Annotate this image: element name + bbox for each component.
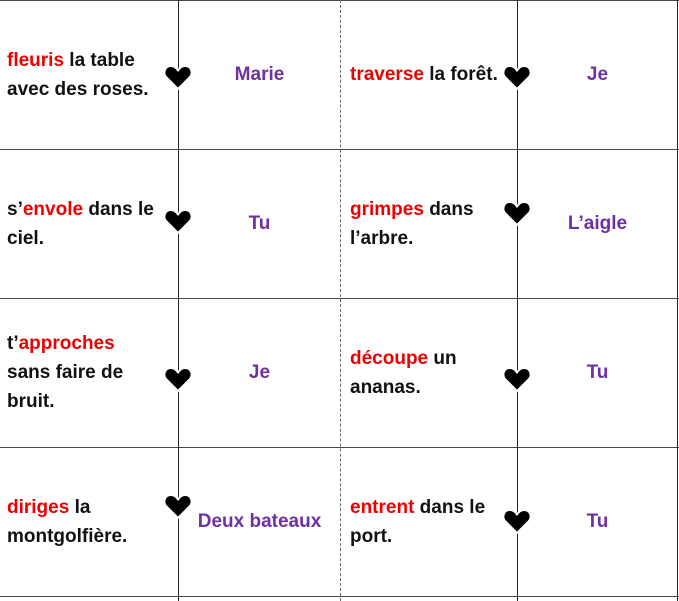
subject-label: Deux bateaux [197,510,322,532]
cut-line [340,0,341,601]
card-sentence-end [350,0,520,149]
verb: entrent [350,496,415,518]
card-edge [677,0,678,601]
card-subject [179,149,340,298]
card-subject [179,447,340,596]
sentence-rest: dans le ciel. [7,198,154,249]
card-sentence-end [7,0,177,149]
card-subject [518,447,677,596]
sentence-rest: la table avec des roses. [7,49,149,100]
verb: diriges [7,496,70,518]
subject-label: Tu [248,212,271,234]
subject-label: Tu [586,510,609,532]
card-sentence-end [7,298,157,447]
sentence-rest: dans l’arbre. [350,198,474,249]
card-sentence-end [7,447,177,596]
verb: traverse [350,64,424,85]
sentence-rest: dans le port. [350,496,486,547]
pronoun-prefix: t’ [7,333,19,354]
verb: envole [22,198,84,220]
subject-label: Je [586,63,609,85]
sentence-rest: sans faire de bruit. [7,362,124,412]
card-sentence-end [7,149,167,298]
card-subject [518,0,677,149]
subject-label: Marie [234,63,285,85]
sentence-rest: un ananas. [350,347,457,398]
pronoun-prefix: s’ [7,198,23,220]
subject-label: Tu [586,361,609,383]
card-sentence-end [350,447,502,596]
card-subject [179,298,340,447]
card-subject [518,298,677,447]
card-sentence-end [350,149,520,298]
sentence-rest: la forêt. [423,64,498,85]
verb: fleuris [7,49,65,71]
card-subject [518,149,677,298]
sentence-rest: la montgolfière. [7,496,128,547]
subject-label: L’aigle [567,212,628,234]
verb: approches [18,333,115,354]
card-subject [179,0,340,149]
subject-label: Je [248,361,271,383]
verb: découpe [350,347,429,369]
verb: grimpes [350,198,424,220]
card-sentence-end [350,298,480,447]
